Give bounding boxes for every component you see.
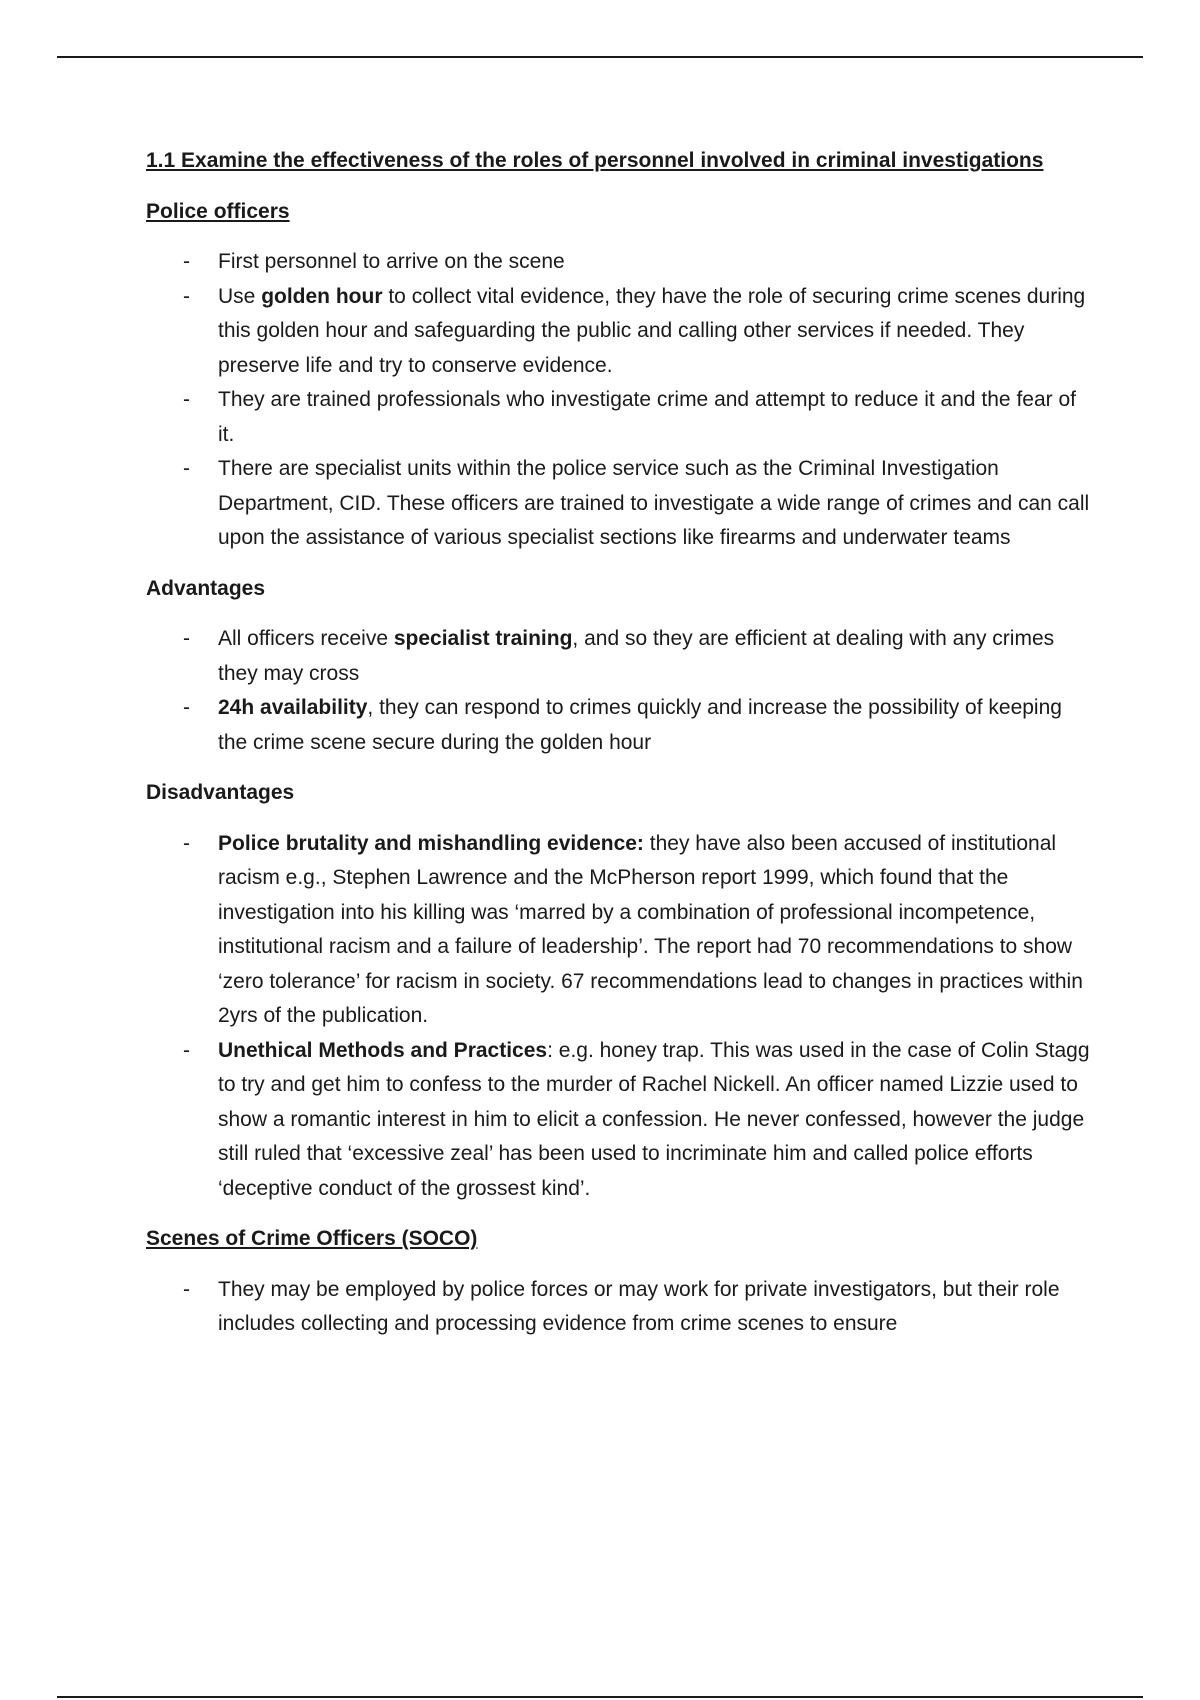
- list-item: [146, 280, 1096, 384]
- list-item-text: , they can respond to crimes quickly and increase the possibility of keeping the crime scene secure during the golden hour: [218, 696, 1062, 754]
- list-item-text: They are trained professionals who investigate crime and attempt to reduce it and the fear of it.: [218, 388, 1076, 446]
- list-item-text: There are specialist units within the police service such as the Criminal Investigation Department, CID. These officers are trained to investigate a wide range of crimes and can call upon the assistance of various specialist sections like firearms and underwater teams: [218, 457, 1090, 549]
- document-body: [146, 144, 1096, 1358]
- dash-bullet: -: [183, 696, 190, 719]
- advantages-list: [146, 622, 1096, 760]
- dash-bullet: -: [183, 284, 190, 308]
- list-item: [146, 827, 1096, 1034]
- bold-term: Unethical Methods and Practices: [218, 1038, 548, 1062]
- list-item-text: : e.g. honey trap. This was used in the case of Colin Stagg to try and get him to confess to the murder of Rachel Nickell. An officer named Lizzie used to show a romantic interest in him to elicit a confession. He never confessed, however the judge still ruled that ‘excessive zeal’ has been used to incriminate him and called police efforts ‘deceptive conduct of the grossest kind’.: [218, 1038, 1090, 1200]
- section-heading-police-officers: Police officers: [146, 199, 290, 223]
- subheading-disadvantages: Disadvantages: [146, 781, 295, 804]
- page-bottom-rule: [57, 1696, 1143, 1698]
- list-item-text: , and so they are efficient at dealing with any crimes they may cross: [218, 627, 1055, 685]
- list-item: [146, 452, 1096, 556]
- dash-bullet: -: [183, 250, 190, 273]
- page-top-rule: [57, 56, 1143, 58]
- list-item: [146, 691, 1096, 760]
- dash-bullet: -: [183, 627, 190, 650]
- bold-term: specialist training: [393, 627, 573, 650]
- list-item-text: they have also been accused of institutional racism e.g., Stephen Lawrence and the McPherson report 1999, which found that the investigation into his killing was ‘marred by a combination of professional incompetence, institutional racism and a failure of leadership’. The report had 70 recommendations to show ‘zero tolerance’ for racism in society. 67 recommendations lead to changes in practices within 2yrs of the publication.: [218, 831, 1083, 1027]
- section-heading-soco: Scenes of Crime Officers (SOCO): [146, 1227, 478, 1250]
- list-item: [146, 1273, 1096, 1342]
- bold-term: golden hour: [261, 284, 383, 308]
- list-item-text: They may be employed by police forces or may work for private investigators, but their role includes collecting and processing evidence from crime scenes to ensure: [218, 1277, 1060, 1335]
- bold-term: Police brutality and mishandling evidence:: [218, 831, 644, 855]
- list-item: [146, 1034, 1096, 1207]
- document-title: 1.1 Examine the effectiveness of the roles of personnel involved in criminal investigations: [146, 149, 1044, 172]
- dash-bullet: -: [183, 457, 190, 480]
- list-item: [146, 622, 1096, 691]
- list-item: [146, 383, 1096, 452]
- police-officers-list: [146, 245, 1096, 556]
- bold-term: 24h availability: [218, 696, 368, 719]
- list-item-text: First personnel to arrive on the scene: [218, 250, 565, 273]
- subheading-advantages: Advantages: [146, 576, 266, 600]
- list-item-text: Use: [218, 284, 262, 308]
- disadvantages-list: [146, 827, 1096, 1207]
- dash-bullet: -: [183, 1277, 190, 1301]
- list-item-text: to collect vital evidence, they have the role of securing crime scenes during this golden hour and safeguarding the public and calling other services if needed. They preserve life and try to conserve evidence.: [218, 284, 1086, 377]
- dash-bullet: -: [183, 1038, 190, 1062]
- dash-bullet: -: [183, 388, 190, 411]
- dash-bullet: -: [183, 831, 190, 855]
- list-item-text: All officers receive: [218, 627, 394, 650]
- list-item: [146, 245, 1096, 280]
- soco-list: [146, 1273, 1096, 1342]
